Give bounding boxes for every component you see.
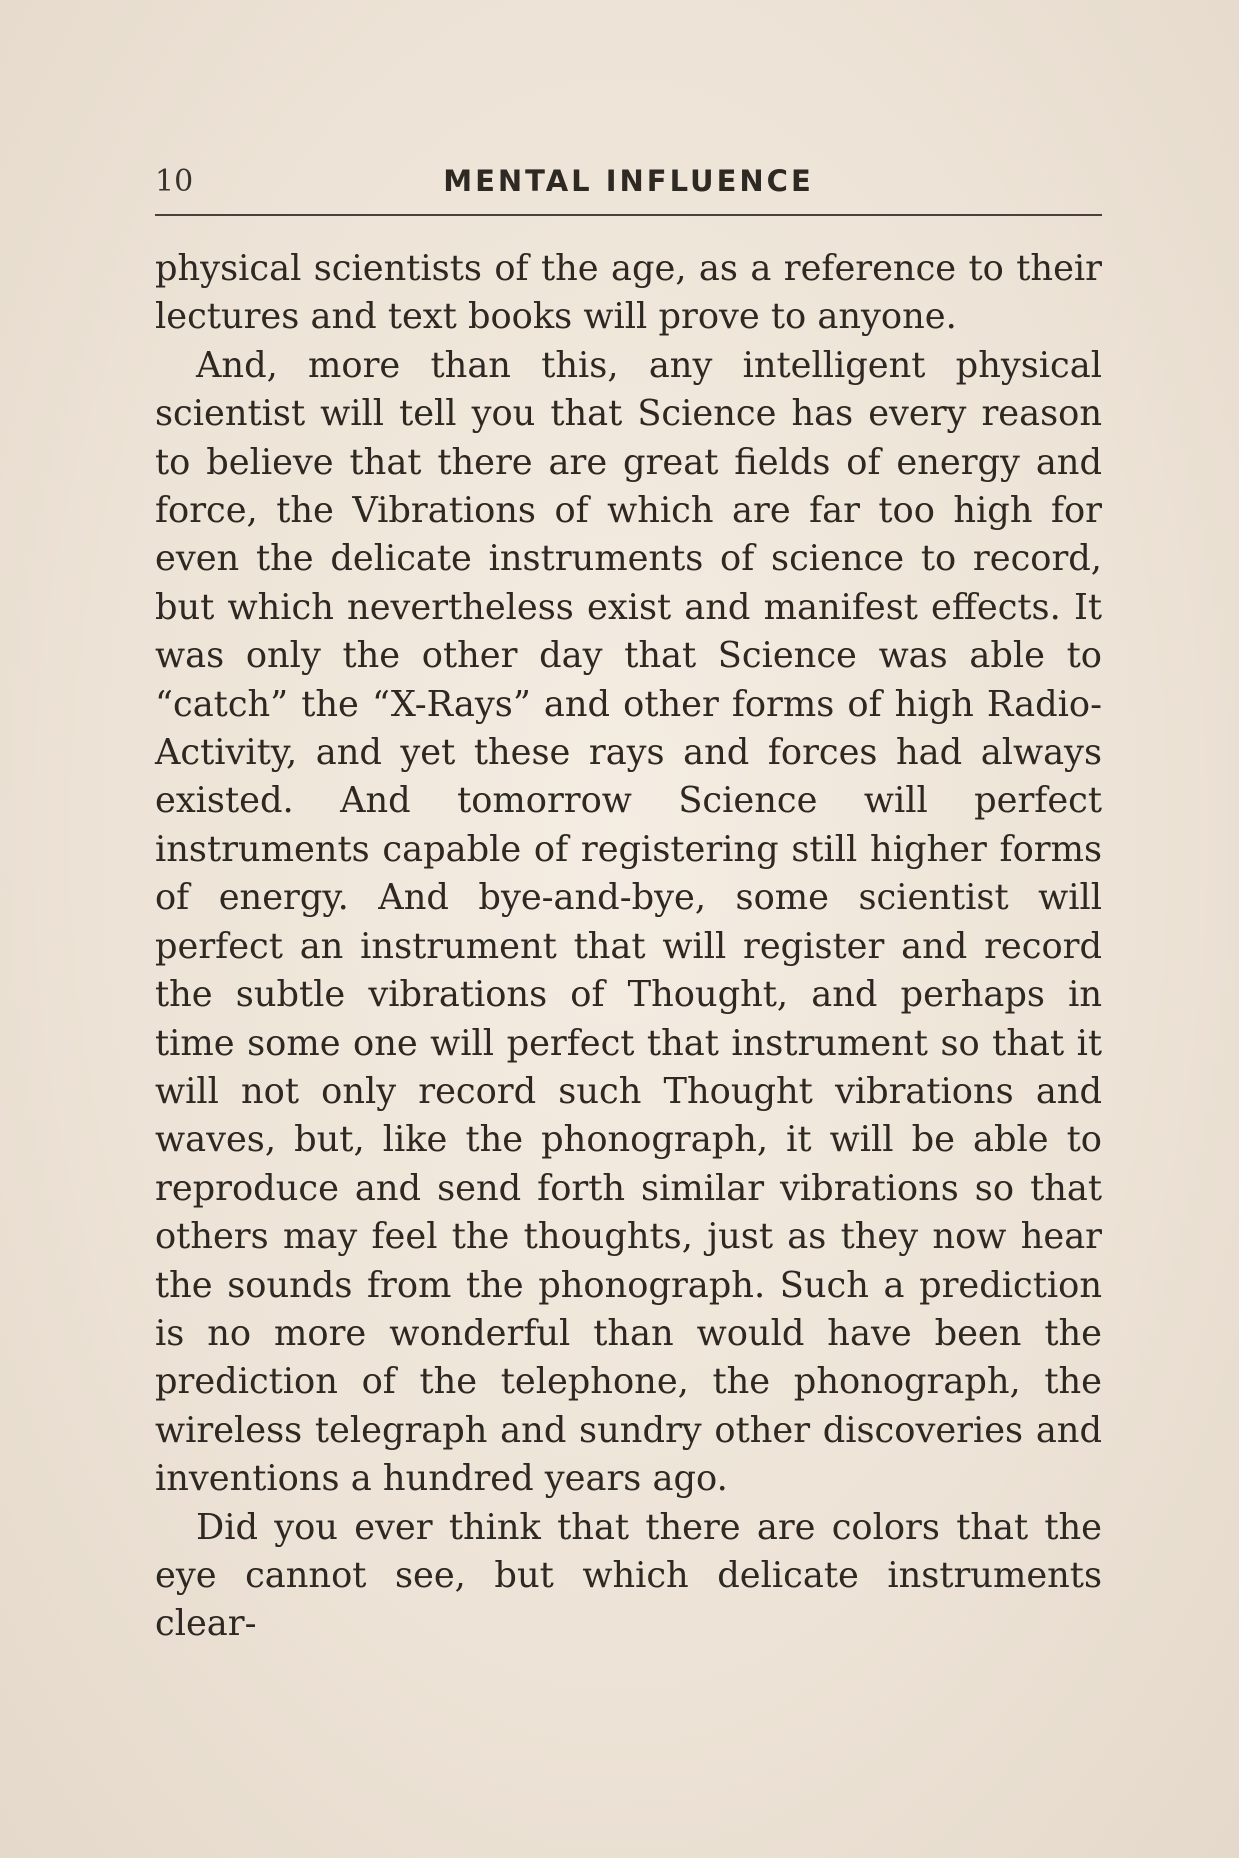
paragraph: Did you ever think that there are colors that the eye cannot see, but which delicate instruments clear- bbox=[155, 1506, 1102, 1645]
body-text bbox=[155, 245, 1102, 1649]
running-head: MENTAL INFLUENCE bbox=[443, 164, 814, 198]
page-number: 10 bbox=[155, 164, 194, 199]
paragraph-continued: physical scientists of the age, as a reference to their lectures and text books will prove to anyone. bbox=[155, 248, 1102, 338]
page-header bbox=[155, 160, 1102, 208]
paragraph: And, more than this, any intelligent physical scientist will tell you that Science has every reason to believe that there are great fields of energy and force, the Vibrations of which are far too high for even the delicate instruments of science to record, but which nevertheless exist and manifest effects. It was only the other day that Science was able to “catch” the “X-Rays” and other forms of high Radio-Activity, and yet these rays and forces had always existed. And tomorrow Science will perfect instruments capable of registering still higher forms of energy. And bye-and-bye, some scientist will perfect an instrument that will register and record the subtle vibrations of Thought, and perhaps in time some one will perfect that instrument so that it will not only record such Thought vibrations and waves, but, like the phonograph, it will be able to reproduce and send forth similar vibrations so that others may feel the thoughts, just as they now hear the sounds from the phonograph. Such a prediction is no more wonderful than would have been the prediction of the telephone, the phonograph, the wireless telegraph and sundry other discoveries and inventions a hundred years ago. bbox=[155, 344, 1102, 1500]
header-rule bbox=[155, 214, 1102, 216]
